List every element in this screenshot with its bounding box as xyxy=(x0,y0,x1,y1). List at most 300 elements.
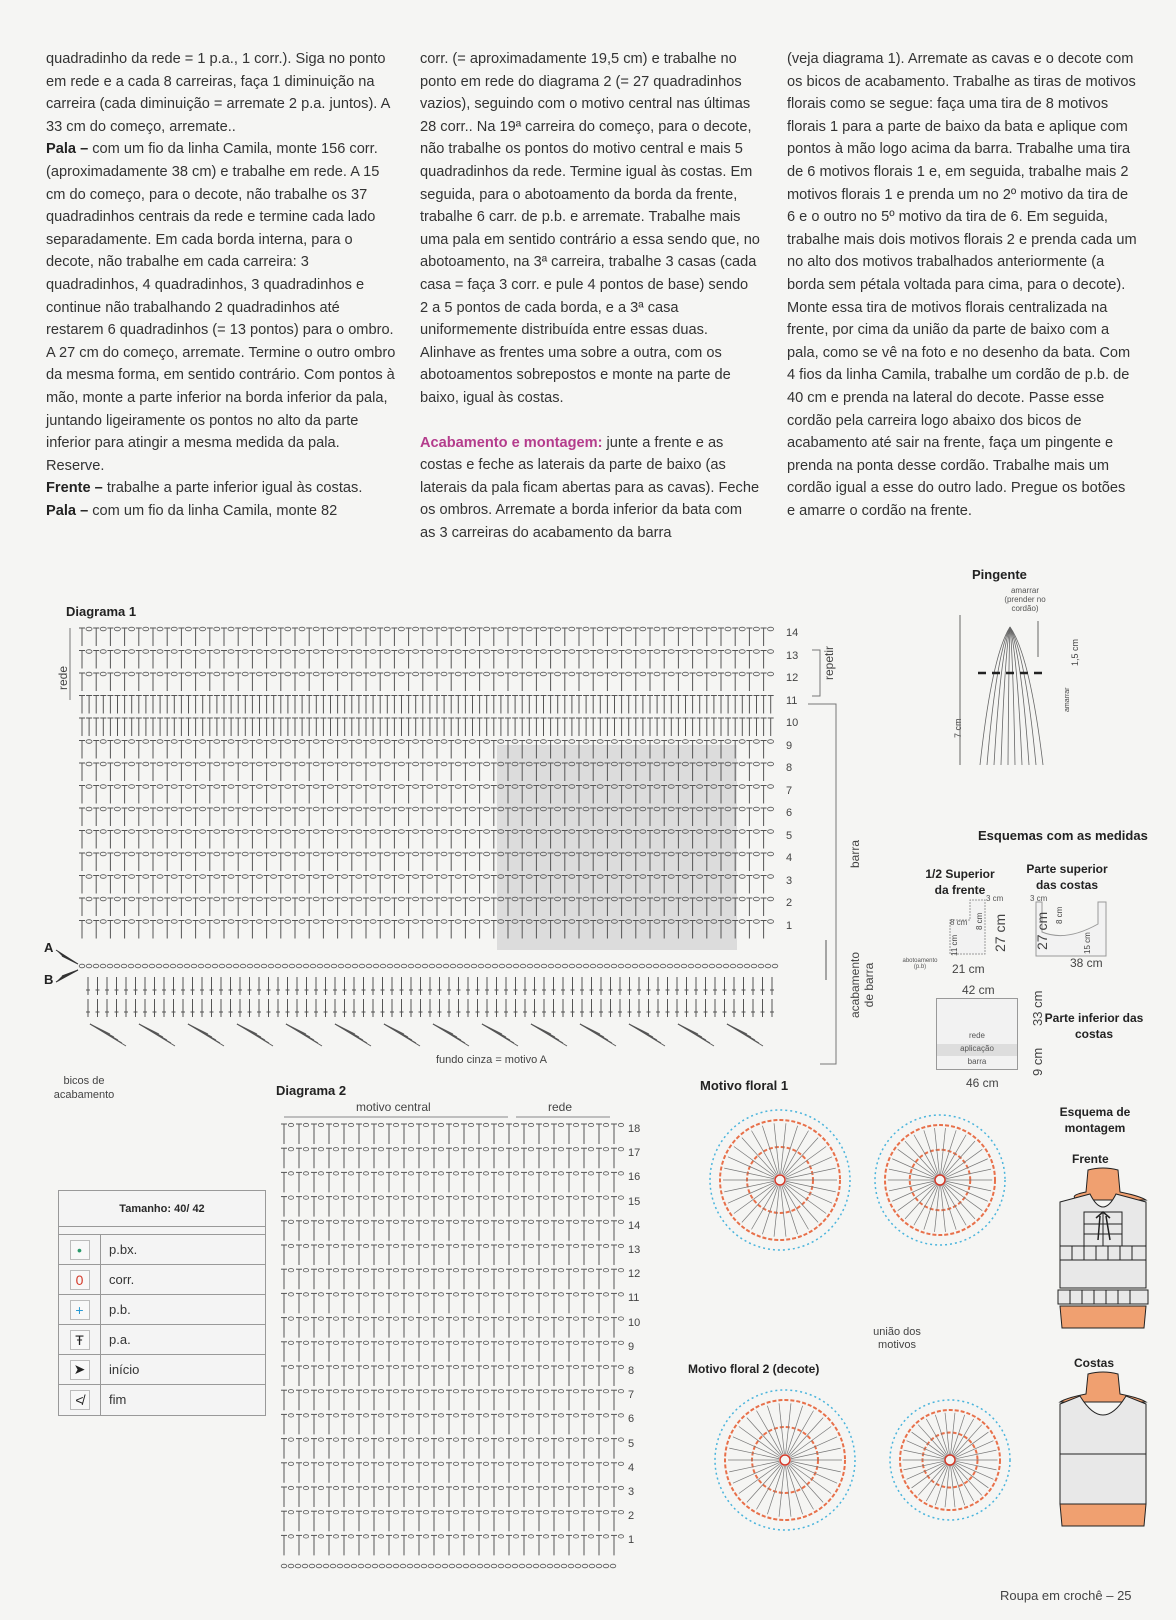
chain-mark xyxy=(438,1535,443,1538)
chain-mark xyxy=(626,852,632,856)
motivo2-diagram xyxy=(680,1390,1010,1540)
chain-mark xyxy=(513,1390,518,1393)
chain-mark xyxy=(569,740,575,744)
m-46cm: 46 cm xyxy=(966,1076,999,1090)
chain-mark xyxy=(331,964,337,968)
chain-mark xyxy=(413,740,419,744)
chain-mark xyxy=(288,1172,293,1175)
row-number: 10 xyxy=(628,1316,641,1329)
chain-mark xyxy=(86,920,92,924)
chain-mark xyxy=(157,875,163,879)
chain-mark xyxy=(603,1438,608,1441)
chain-mark xyxy=(318,1511,323,1514)
chain-mark xyxy=(363,1148,368,1151)
chain-mark xyxy=(398,920,404,924)
chain-mark xyxy=(185,672,191,676)
diagram1-row xyxy=(79,740,774,759)
chain-mark xyxy=(393,1220,398,1223)
chain-mark xyxy=(739,627,745,631)
chain-mark xyxy=(427,627,433,631)
chain-mark xyxy=(114,964,120,968)
stitch-spoke xyxy=(786,1466,791,1517)
chain-mark xyxy=(528,1365,533,1368)
chain-mark xyxy=(573,1317,578,1320)
chain-mark xyxy=(498,1317,503,1320)
chain-mark xyxy=(318,1244,323,1247)
chain-mark xyxy=(611,650,617,654)
chain-mark xyxy=(543,1148,548,1151)
row-number: 15 xyxy=(628,1195,641,1208)
legend-label: p.b. xyxy=(109,1302,131,1317)
chain-mark xyxy=(333,1293,338,1296)
chain-mark xyxy=(435,1564,441,1568)
legend-label: início xyxy=(109,1362,140,1377)
chain-mark xyxy=(667,964,673,968)
chain-mark xyxy=(157,897,163,901)
chain-mark xyxy=(469,807,475,811)
chain-mark xyxy=(398,627,404,631)
chain-mark xyxy=(285,920,291,924)
chain-mark xyxy=(242,672,248,676)
chain-mark xyxy=(768,650,774,654)
chain-mark xyxy=(583,627,589,631)
chain-mark xyxy=(363,1462,368,1465)
chain-mark xyxy=(603,1564,609,1568)
chain-mark xyxy=(540,807,546,811)
stitch-spoke xyxy=(892,1159,935,1178)
chain-mark xyxy=(333,1317,338,1320)
chain-mark xyxy=(483,1414,488,1417)
chain-mark xyxy=(512,1564,518,1568)
motivo2-title: Motivo floral 2 (decote) xyxy=(688,1362,820,1376)
chain-mark xyxy=(626,830,632,834)
stitch-spoke xyxy=(951,1465,955,1507)
chain-mark xyxy=(288,1220,293,1223)
stitch-spoke xyxy=(779,1466,784,1517)
m-15cm: 15 cm xyxy=(1083,932,1092,954)
chain-mark xyxy=(528,1148,533,1151)
chain-mark xyxy=(512,875,518,879)
chain-mark xyxy=(597,762,603,766)
chain-mark xyxy=(562,964,568,968)
chain-mark xyxy=(702,964,708,968)
chain-mark xyxy=(526,650,532,654)
chain-mark xyxy=(528,1172,533,1175)
chain-mark xyxy=(716,964,722,968)
chain-mark xyxy=(393,1414,398,1417)
chain-mark xyxy=(378,1365,383,1368)
chain-mark xyxy=(288,1148,293,1151)
fundo-cinza-label: fundo cinza = motivo A xyxy=(436,1054,547,1066)
chain-mark xyxy=(363,1438,368,1441)
chain-mark xyxy=(200,875,206,879)
chain-mark xyxy=(393,1293,398,1296)
chain-mark xyxy=(100,627,106,631)
chain-mark xyxy=(583,852,589,856)
chain-mark xyxy=(299,627,305,631)
chain-mark xyxy=(299,740,305,744)
chain-mark xyxy=(288,1196,293,1199)
row-number: 11 xyxy=(628,1292,640,1305)
chain-mark xyxy=(348,1365,353,1368)
lbl-aplicacao: aplicação xyxy=(937,1044,1017,1056)
chain-mark xyxy=(610,1564,616,1568)
chain-mark xyxy=(214,627,220,631)
chain-mark xyxy=(423,1244,428,1247)
bico-fan xyxy=(678,1024,714,1046)
chain-mark xyxy=(543,1293,548,1296)
chain-mark xyxy=(555,672,561,676)
chain-mark xyxy=(453,1220,458,1223)
legend-label: p.bx. xyxy=(109,1242,138,1257)
chain-mark xyxy=(281,1564,287,1568)
chain-mark xyxy=(484,920,490,924)
chain-mark xyxy=(682,785,688,789)
chain-mark xyxy=(285,627,291,631)
chain-mark xyxy=(288,1414,293,1417)
chain-mark xyxy=(682,672,688,676)
chain-mark xyxy=(618,1293,623,1296)
chain-mark xyxy=(256,762,262,766)
chain-mark xyxy=(483,1244,488,1247)
chain-mark xyxy=(625,964,631,968)
chain-mark xyxy=(654,807,660,811)
chain-mark xyxy=(333,1486,338,1489)
stitch-spoke xyxy=(952,1415,965,1455)
bico-fan xyxy=(188,1024,224,1046)
chain-mark xyxy=(483,1172,488,1175)
chain-mark xyxy=(370,650,376,654)
chain-mark xyxy=(725,650,731,654)
row-number: 1 xyxy=(628,1534,635,1547)
chain-mark xyxy=(327,920,333,924)
chain-mark xyxy=(299,920,305,924)
chain-mark xyxy=(588,1535,593,1538)
chain-mark xyxy=(668,875,674,879)
chain-mark xyxy=(455,762,461,766)
chain-mark xyxy=(333,1220,338,1223)
chain-mark xyxy=(512,740,518,744)
chain-mark xyxy=(583,807,589,811)
chain-mark xyxy=(393,1172,398,1175)
chain-mark xyxy=(453,1511,458,1514)
chain-mark xyxy=(597,672,603,676)
chain-mark xyxy=(100,875,106,879)
chain-mark xyxy=(558,1341,563,1344)
chain-mark xyxy=(200,785,206,789)
repetir-bracket xyxy=(812,650,820,696)
chain-mark xyxy=(526,807,532,811)
marker-b-arrow xyxy=(56,970,78,982)
chain-mark xyxy=(498,1511,503,1514)
chain-mark xyxy=(356,762,362,766)
chain-mark xyxy=(484,785,490,789)
barra-bracket xyxy=(808,704,836,1064)
chain-mark xyxy=(296,964,302,968)
chain-mark xyxy=(468,1269,473,1272)
chain-mark xyxy=(561,1564,567,1568)
chain-mark xyxy=(358,1564,364,1568)
chain-mark xyxy=(228,785,234,789)
chain-mark xyxy=(739,830,745,834)
chain-mark xyxy=(469,830,475,834)
stitch-spoke xyxy=(955,1441,994,1458)
chain-mark xyxy=(342,762,348,766)
chain-mark xyxy=(697,830,703,834)
chain-mark xyxy=(378,1123,383,1126)
chain-mark xyxy=(597,627,603,631)
chain-mark xyxy=(143,650,149,654)
chain-mark xyxy=(342,785,348,789)
lbl-barra: barra xyxy=(967,1057,987,1066)
chain-mark xyxy=(618,1123,623,1126)
chain-mark xyxy=(413,875,419,879)
chain-mark xyxy=(330,1564,336,1568)
chain-mark xyxy=(513,1293,518,1296)
chain-mark xyxy=(697,807,703,811)
chain-mark xyxy=(603,1317,608,1320)
chain-mark xyxy=(285,830,291,834)
row-number: 2 xyxy=(786,897,793,909)
chain-mark xyxy=(370,807,376,811)
chain-mark xyxy=(363,1486,368,1489)
chain-mark xyxy=(313,650,319,654)
chain-mark xyxy=(668,807,674,811)
chain-mark xyxy=(498,1220,503,1223)
chain-mark xyxy=(455,650,461,654)
chain-mark xyxy=(453,1365,458,1368)
chain-mark xyxy=(156,964,162,968)
chain-mark xyxy=(469,672,475,676)
pingente-drawing xyxy=(960,615,1060,815)
chain-mark xyxy=(295,1564,301,1568)
chain-mark xyxy=(498,762,504,766)
chain-mark xyxy=(356,627,362,631)
chain-mark xyxy=(100,740,106,744)
chain-mark xyxy=(453,1535,458,1538)
chain-mark xyxy=(455,852,461,856)
chain-mark xyxy=(327,807,333,811)
row-number: 5 xyxy=(628,1437,635,1450)
chain-mark xyxy=(588,1390,593,1393)
stitch-spoke xyxy=(935,1128,940,1174)
chain-mark xyxy=(453,1148,458,1151)
chain-mark xyxy=(573,1172,578,1175)
chain-mark xyxy=(285,672,291,676)
stitch-spoke xyxy=(935,1185,940,1231)
chain-mark xyxy=(378,1486,383,1489)
chain-mark xyxy=(618,1535,623,1538)
chain-mark xyxy=(498,1172,503,1175)
chain-mark xyxy=(299,762,305,766)
chain-mark xyxy=(483,1365,488,1368)
stitch-spoke xyxy=(733,1462,780,1483)
chain-mark xyxy=(363,1220,368,1223)
chain-mark xyxy=(513,1196,518,1199)
stitch-spoke xyxy=(907,1441,946,1458)
chain-mark xyxy=(453,1244,458,1247)
legend-symbol-cell xyxy=(59,1325,101,1354)
chain-mark xyxy=(288,1511,293,1514)
m-8cm-b: 8 cm xyxy=(975,912,984,930)
chain-mark xyxy=(398,650,404,654)
chain-mark xyxy=(408,1341,413,1344)
chain-mark xyxy=(271,785,277,789)
bico-fan xyxy=(433,1024,469,1046)
chain-mark xyxy=(370,875,376,879)
chain-mark xyxy=(370,627,376,631)
row-number: 14 xyxy=(786,627,799,639)
stitch-spoke xyxy=(785,1157,832,1178)
legend-symbol-cell xyxy=(59,1355,101,1384)
chain-mark xyxy=(438,1462,443,1465)
chain-mark xyxy=(378,1414,383,1417)
chain-mark xyxy=(468,1390,473,1393)
chain-mark xyxy=(378,1220,383,1223)
chain-mark xyxy=(569,830,575,834)
row-number: 13 xyxy=(786,649,799,662)
chain-mark xyxy=(327,852,333,856)
pingente-amarrar-top-label: amarrar (prender no cordão) xyxy=(1004,586,1046,613)
chain-mark xyxy=(453,1390,458,1393)
chain-mark xyxy=(547,1564,553,1568)
chain-mark xyxy=(739,785,745,789)
chain-mark xyxy=(540,875,546,879)
chain-mark xyxy=(484,672,490,676)
chain-mark xyxy=(555,897,561,901)
chain-mark xyxy=(632,964,638,968)
row-number: 16 xyxy=(628,1171,641,1184)
chain-mark xyxy=(313,852,319,856)
center-ring xyxy=(935,1175,945,1185)
chain-mark xyxy=(313,830,319,834)
chain-mark xyxy=(527,964,533,968)
paragraph-body: junte a frente e as costas e feche as laterais da parte de baixo (as laterais da pala ficam abertas para as cavas). Feche os ombros. Arremate a borda inferior da bata com as 3 carreiras do acabamento da barra xyxy=(420,434,760,541)
chain-mark xyxy=(513,1244,518,1247)
chain-mark xyxy=(520,964,526,968)
chain-mark xyxy=(654,875,660,879)
chain-mark xyxy=(438,1196,443,1199)
chain-mark xyxy=(299,672,305,676)
chain-mark xyxy=(143,852,149,856)
chain-mark xyxy=(725,672,731,676)
chain-mark xyxy=(299,875,305,879)
chain-mark xyxy=(573,1123,578,1126)
chain-mark xyxy=(423,1123,428,1126)
chain-mark xyxy=(725,830,731,834)
chain-mark xyxy=(157,852,163,856)
chain-mark xyxy=(256,650,262,654)
chain-mark xyxy=(114,650,120,654)
diagram1-row xyxy=(79,762,774,781)
chain-mark xyxy=(597,785,603,789)
chain-mark xyxy=(484,650,490,654)
chain-mark xyxy=(226,964,232,968)
chain-mark xyxy=(348,1172,353,1175)
floral-motif xyxy=(715,1390,855,1530)
chain-mark xyxy=(711,740,717,744)
chain-mark xyxy=(302,1564,308,1568)
chain-mark xyxy=(528,1390,533,1393)
chain-mark xyxy=(603,1535,608,1538)
chain-mark xyxy=(588,1511,593,1514)
bico-fan xyxy=(384,1024,420,1046)
chain-mark xyxy=(338,964,344,968)
chain-mark xyxy=(242,785,248,789)
chain-mark xyxy=(528,1196,533,1199)
chain-mark xyxy=(611,897,617,901)
chain-mark xyxy=(384,897,390,901)
stitch-spoke xyxy=(904,1461,946,1470)
chain-mark xyxy=(498,1148,503,1151)
chain-mark xyxy=(528,1486,533,1489)
chain-mark xyxy=(359,964,365,968)
chain-mark xyxy=(378,1196,383,1199)
chain-mark xyxy=(555,830,561,834)
chain-mark xyxy=(415,964,421,968)
sup-frente-title: 1/2 Superior da frente xyxy=(925,867,995,897)
chain-mark xyxy=(242,852,248,856)
chain-mark xyxy=(365,1564,371,1568)
chain-mark xyxy=(626,785,632,789)
chain-mark xyxy=(86,852,92,856)
floral-motif xyxy=(890,1400,1010,1520)
chain-mark xyxy=(453,1438,458,1441)
chain-mark xyxy=(313,627,319,631)
chain-mark xyxy=(100,852,106,856)
chain-mark xyxy=(450,964,456,968)
chain-mark xyxy=(483,1293,488,1296)
chain-mark xyxy=(654,672,660,676)
chain-mark xyxy=(86,627,92,631)
stitch-spoke xyxy=(945,1182,988,1201)
chain-mark xyxy=(370,785,376,789)
chain-mark xyxy=(768,830,774,834)
chain-mark xyxy=(558,1486,563,1489)
chain-mark xyxy=(573,1390,578,1393)
chain-mark xyxy=(723,964,729,968)
chain-mark xyxy=(228,897,234,901)
chain-mark xyxy=(114,830,120,834)
chain-mark xyxy=(528,1123,533,1126)
chain-mark xyxy=(214,875,220,879)
chain-mark xyxy=(540,852,546,856)
chain-mark xyxy=(408,1172,413,1175)
chain-mark xyxy=(626,650,632,654)
fan-stroke xyxy=(629,1024,665,1046)
pingente-title: Pingente xyxy=(972,567,1027,582)
chain-mark xyxy=(483,1341,488,1344)
chain-mark xyxy=(569,762,575,766)
chain-mark xyxy=(611,964,617,968)
chain-mark xyxy=(453,1462,458,1465)
chain-mark xyxy=(464,964,470,968)
stitch-spoke xyxy=(941,1128,946,1174)
paragraph-lead: Pala – xyxy=(46,141,89,158)
chain-mark xyxy=(342,852,348,856)
chain-mark xyxy=(441,897,447,901)
stitch-spoke xyxy=(786,1181,836,1192)
diagram1-row xyxy=(79,718,774,736)
chain-mark xyxy=(588,1269,593,1272)
chain-mark xyxy=(463,1564,469,1568)
montagem-frente-drawing xyxy=(1050,1170,1156,1350)
chain-mark xyxy=(709,964,715,968)
chain-mark xyxy=(484,1564,490,1568)
chain-mark xyxy=(303,1390,308,1393)
chain-mark xyxy=(303,1172,308,1175)
chain-mark xyxy=(604,964,610,968)
